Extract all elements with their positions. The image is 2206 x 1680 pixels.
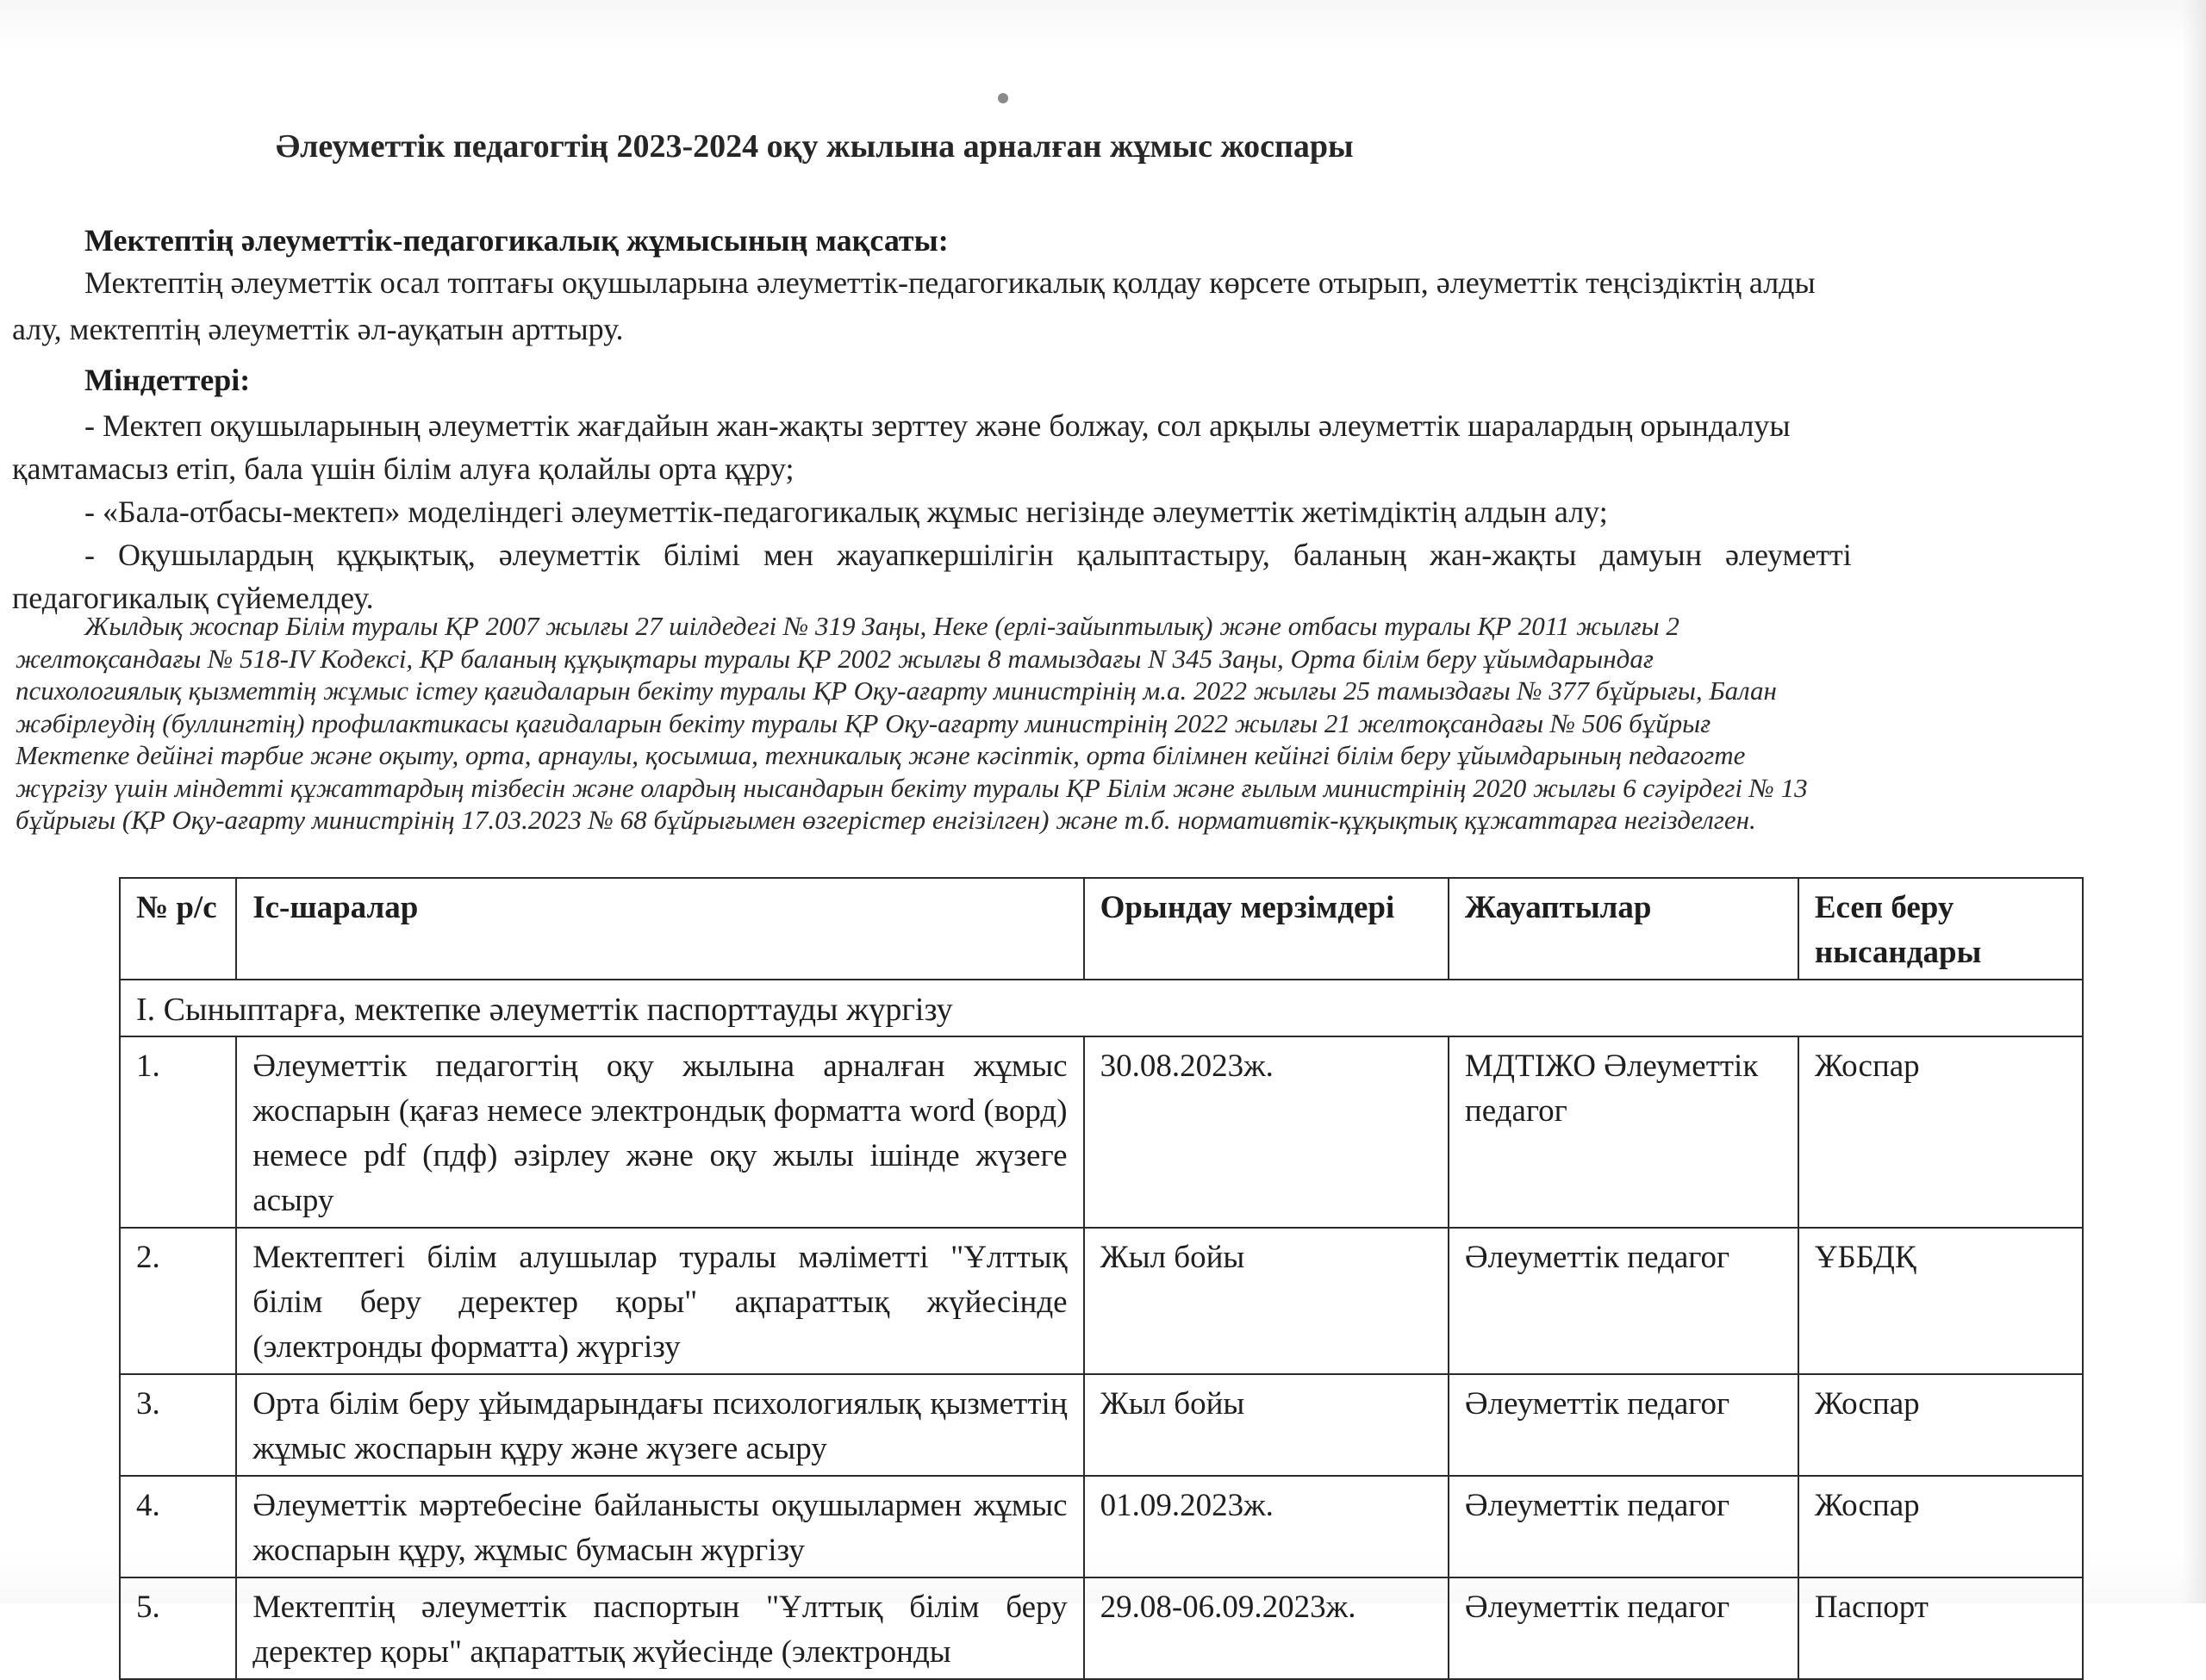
table-row	[120, 1228, 2083, 1374]
legal-basis-line: желтоқсандағы № 518-IV Кодексі, ҚР баланың құқықтары туралы ҚР 2002 жылғы 8 тамыздағы N 345 Заңы, Орта білім беру ұйымдарындағ	[16, 643, 1654, 674]
table-row	[120, 1374, 2083, 1476]
row-report-form: Жоспар	[1798, 1374, 2083, 1476]
table-row	[120, 1476, 2083, 1577]
task-2: - «Бала-отбасы-мектеп» моделіндегі әлеуметтік-педагогикалық жұмыс негізінде әлеуметтік жетімдіктің алдын алу;	[84, 495, 1608, 529]
row-responsible: Әлеуметтік педагог	[1449, 1228, 1798, 1374]
header-responsible: Жауаптылар	[1449, 878, 1798, 980]
header-activity: Іс-шаралар	[236, 878, 1083, 980]
tasks-heading: Міндеттері:	[84, 363, 251, 397]
table-row	[120, 1577, 2083, 1679]
legal-basis-line: жәбірлеудің (буллингтің) профилактикасы қағидаларын бекіту туралы ҚР Оқу-ағарту министрінің 2022 жылғы 21 желтоқсандағы № 506 бұйрығ	[16, 707, 1711, 738]
task-3-line2: педагогикалық сүйемелдеу.	[12, 581, 374, 615]
table-row	[120, 1036, 2083, 1228]
row-report-form: Жоспар	[1798, 1036, 2083, 1228]
aim-text-line2: алу, мектептің әлеуметтік әл-ауқатын арттыру.	[12, 312, 624, 346]
row-num: 5.	[120, 1577, 236, 1679]
row-activity: Әлеуметтік педагогтің оқу жылына арналған жұмыс жоспарын (қағаз немесе электрондық форматта word (ворд) немесе pdf (пдф) әзірлеу және оқу жылы ішінде жүзеге асыру	[236, 1036, 1083, 1228]
row-activity: Әлеуметтік мәртебесіне байланысты оқушылармен жұмыс жоспарын құру, жұмыс бумасын жүргізу	[236, 1476, 1083, 1577]
section-row	[120, 980, 2083, 1036]
row-report-form: Жоспар	[1798, 1476, 2083, 1577]
row-num: 3.	[120, 1374, 236, 1476]
header-num: № р/с	[120, 878, 236, 980]
table-header-row	[120, 878, 2083, 980]
row-term: Жыл бойы	[1084, 1228, 1449, 1374]
legal-basis-line: бұйрығы (ҚР Оқу-ағарту министрінің 17.03.2023 № 68 бұйрығымен өзгерістер енгізілген) және т.б. нормативтік-құқықтық құжаттарға негізделген.	[16, 805, 1756, 835]
header-term: Орындау мерзімдері	[1084, 878, 1449, 980]
row-responsible: Әлеуметтік педагог	[1449, 1374, 1798, 1476]
row-responsible: Әлеуметтік педагог	[1449, 1476, 1798, 1577]
legal-basis-paragraph	[16, 610, 2187, 837]
row-term: Жыл бойы	[1084, 1374, 1449, 1476]
row-num: 4.	[120, 1476, 236, 1577]
row-activity: Мектептің әлеуметтік паспортын "Ұлттық білім беру деректер қоры" ақпараттық жүйесінде (электронды	[236, 1577, 1083, 1679]
row-responsible: МДТІЖО Әлеуметтік педагог	[1449, 1036, 1798, 1228]
legal-basis-line: Жылдық жоспар Білім туралы ҚР 2007 жылғы 27 шілдедегі № 319 Заңы, Неке (ерлі-зайыптылық) және отбасы туралы ҚР 2011 жылғы 2	[84, 611, 1679, 641]
legal-basis-line: психологиялық қызметтің жұмыс істеу қағидаларын бекіту туралы ҚР Оқу-ағарту министрінің м.а. 2022 жылғы 25 тамыздағы № 377 бұйрығы, Балан	[16, 675, 1777, 706]
legal-basis-line: жүргізу үшін міндетті құжаттардың тізбесін және олардың нысандарын бекіту туралы ҚР Білім және ғылым министрінің 2020 жылғы 6 сәуірдегі № 13	[16, 772, 1808, 803]
aim-heading: Мектептің әлеуметтік-педагогикалық жұмысының мақсаты:	[84, 223, 949, 258]
row-report-form: Паспорт	[1798, 1577, 2083, 1679]
row-responsible: Әлеуметтік педагог	[1449, 1577, 1798, 1679]
row-term: 01.09.2023ж.	[1084, 1476, 1449, 1577]
section-title: І. Сыныптарға, мектепке әлеуметтік паспорттауды жүргізу	[120, 980, 2083, 1036]
row-report-form: ҰББДҚ	[1798, 1228, 2083, 1374]
row-num: 2.	[120, 1228, 236, 1374]
header-report-form: Есеп беру нысандары	[1798, 878, 2083, 980]
row-num: 1.	[120, 1036, 236, 1228]
legal-basis-line: Мектепке дейінгі тәрбие және оқыту, орта, арнаулы, қосымша, техникалық және кәсіптік, орта білімнен кейінгі білім беру ұйымдарының педагогте	[16, 740, 1746, 770]
task-3-line1: - Оқушылардың құқықтық, әлеуметтік білімі мен жауапкершілігін қалыптастыру, баланың жан-жақты дамуын әлеуметті	[84, 538, 1852, 572]
row-term: 29.08-06.09.2023ж.	[1084, 1577, 1449, 1679]
document-title: Әлеуметтік педагогтің 2023-2024 оқу жылына арналған жұмыс жоспары	[276, 128, 1354, 165]
task-1-line1: - Мектеп оқушыларының әлеуметтік жағдайын жан-жақты зерттеу және болжау, сол арқылы әлеуметтік шаралардың орындалуы	[84, 408, 1791, 443]
row-activity: Мектептегі білім алушылар туралы мәліметті "Ұлттық білім беру деректер қоры" ақпараттық жүйесінде (электронды форматта) жүргізу	[236, 1228, 1083, 1374]
row-term: 30.08.2023ж.	[1084, 1036, 1449, 1228]
binder-hole-mark	[998, 93, 1008, 103]
work-plan-table	[119, 877, 2084, 1680]
aim-text-line1: Мектептің әлеуметтік осал топтағы оқушыларына әлеуметтік-педагогикалық қолдау көрсете отырып, әлеуметтік теңсіздіктің алды	[84, 265, 1816, 300]
row-activity: Орта білім беру ұйымдарындағы психологиялық қызметтің жұмыс жоспарын құру және жүзеге асыру	[236, 1374, 1083, 1476]
task-1-line2: қамтамасыз етіп, бала үшін білім алуға қолайлы орта құру;	[12, 451, 795, 486]
